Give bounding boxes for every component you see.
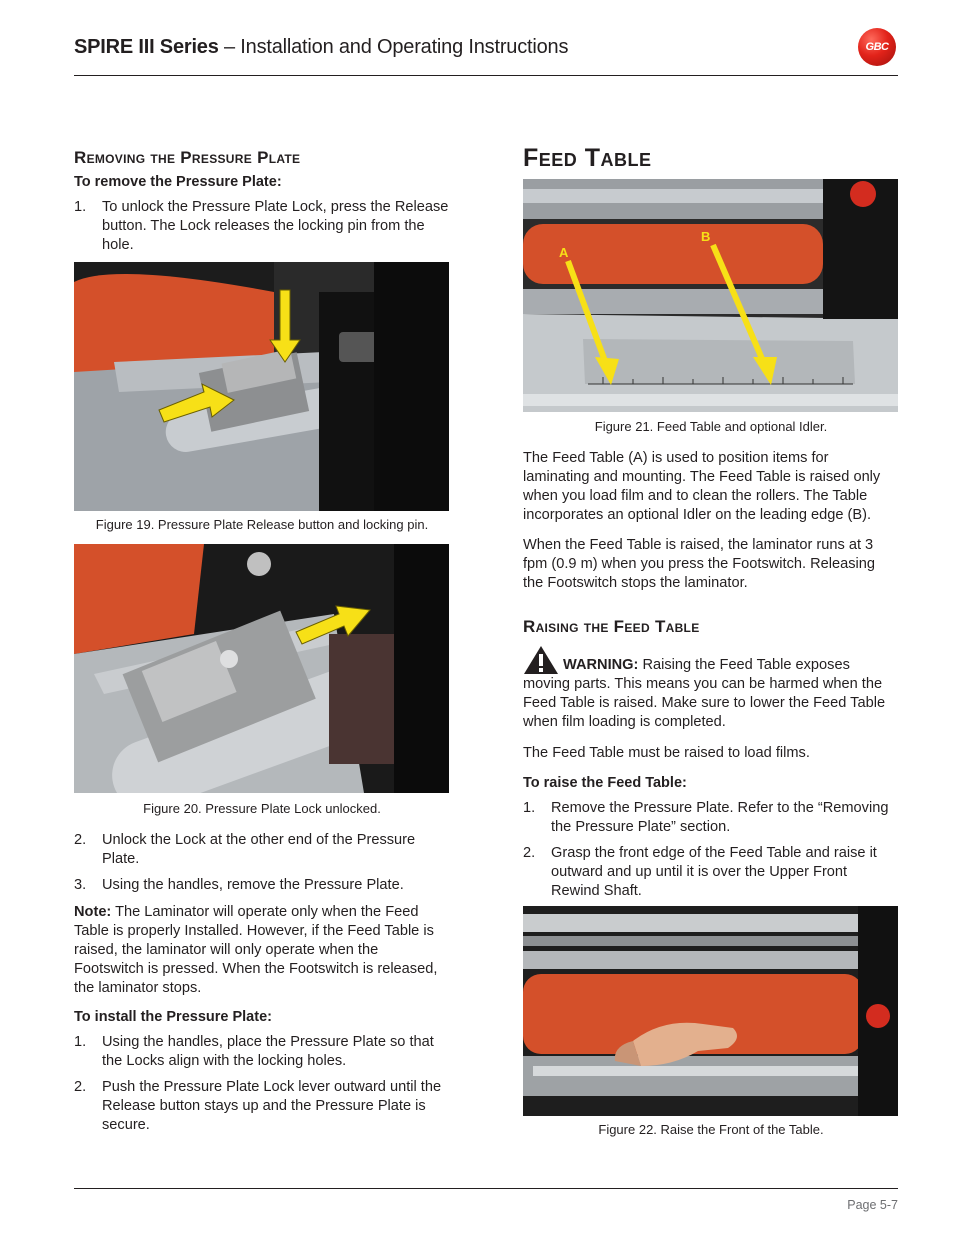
install-steps-list [74, 1033, 450, 1135]
figure-21-caption: Figure 21. Feed Table and optional Idler. [594, 419, 828, 434]
remove-steps-list [74, 198, 450, 255]
note-paragraph [74, 903, 450, 998]
remove-steps-continued-list [74, 831, 450, 895]
step-number: 2. [74, 1079, 87, 1095]
remove-subhead: To remove the Pressure Plate: [74, 174, 282, 190]
feed-table-paragraph-3: The Feed Table must be raised to load films. [523, 745, 810, 761]
header-series: SPIRE III Series [74, 36, 219, 58]
feed-table-heading: Feed Table [523, 144, 652, 172]
step-number: 1. [523, 800, 536, 816]
figure-19-caption: Figure 19. Pressure Plate Release button and locking pin. [95, 517, 429, 532]
raise-subhead: To raise the Feed Table: [523, 775, 687, 791]
raise-table-image [523, 906, 898, 1116]
step-number: 1. [74, 1034, 87, 1050]
feed-table-paragraph-2: When the Feed Table is raised, the laminator runs at 3 fpm (0.9 m) when you press the Footswitch. Releasing the Footswitch stops the laminator. [523, 537, 876, 591]
warning-icon [523, 645, 559, 675]
figure-20-caption: Figure 20. Pressure Plate Lock unlocked. [143, 801, 381, 816]
note-label: Note: [74, 904, 112, 920]
gbc-logo-text: GBC [865, 41, 889, 53]
note-text: The Laminator will operate only when the Feed Table is properly Installed. However, if the Feed Table is raised, the laminator will only operate when the Footswitch is pressed. When the Footswitch is released, the laminator stops. [74, 904, 438, 996]
feed-table-paragraph-1: The Feed Table (A) is used to position items for laminating and mounting. The Feed Table is raised only when you load film and to clean the rollers. The Table incorporates an optional Idler on the leading edge (B). [523, 450, 881, 523]
step-text: Using the handles, remove the Pressure Plate. [102, 877, 404, 893]
step-number: 3. [74, 877, 87, 893]
list-item [74, 831, 450, 869]
page-number: Page 5-7 [847, 1198, 898, 1212]
list-item [74, 1078, 450, 1135]
pressure-plate-lock-image [74, 544, 449, 793]
gbc-logo [858, 28, 896, 66]
figure-21-photo [523, 179, 898, 412]
step-text: To unlock the Pressure Plate Lock, press the Release button. The Lock releases the locking pin from the hole. [102, 199, 449, 253]
page-footer [74, 1188, 898, 1212]
step-text: Using the handles, place the Pressure Plate so that the Locks align with the locking holes. [102, 1034, 434, 1069]
page-header [74, 32, 898, 76]
right-column [523, 146, 899, 1138]
figure-21-label-a: A [559, 245, 569, 260]
figure-20-photo [74, 544, 449, 793]
feed-table-image [523, 179, 898, 412]
header-subtitle: – Installation and Operating Instructions [218, 36, 569, 58]
list-item [74, 198, 450, 255]
figure-22-caption: Figure 22. Raise the Front of the Table. [598, 1122, 824, 1137]
warning-text: Raising the Feed Table exposes moving parts. This means you can be harmed when the Feed Table is raised. Make sure to lower the Feed Table when film loading is completed. [523, 657, 886, 730]
figure-19-photo [74, 262, 449, 511]
removing-pressure-plate-heading: Removing the Pressure Plate [74, 148, 301, 167]
step-number: 2. [74, 832, 87, 848]
list-item [74, 876, 450, 895]
figure-21-label-b: B [701, 229, 711, 244]
install-subhead: To install the Pressure Plate: [74, 1009, 272, 1025]
pressure-plate-release-image [74, 262, 449, 511]
left-column [74, 146, 450, 1135]
step-text: Remove the Pressure Plate. Refer to the “Removing the Pressure Plate” section. [551, 800, 889, 835]
warning-paragraph [523, 645, 899, 732]
header-title [74, 36, 568, 59]
raising-feed-table-heading: Raising the Feed Table [523, 617, 700, 636]
figure-22-photo [523, 906, 898, 1116]
step-text: Push the Pressure Plate Lock lever outward until the Release button stays up and the Pressure Plate is secure. [102, 1079, 442, 1133]
list-item [523, 844, 899, 901]
warning-label: WARNING: [563, 657, 639, 673]
step-text: Grasp the front edge of the Feed Table and raise it outward and up until it is over the Upper Front Rewind Shaft. [551, 845, 877, 899]
raise-steps-list [523, 799, 899, 901]
step-number: 2. [523, 845, 536, 861]
list-item [523, 799, 899, 837]
step-text: Unlock the Lock at the other end of the Pressure Plate. [102, 832, 416, 867]
list-item [74, 1033, 450, 1071]
step-number: 1. [74, 199, 87, 215]
